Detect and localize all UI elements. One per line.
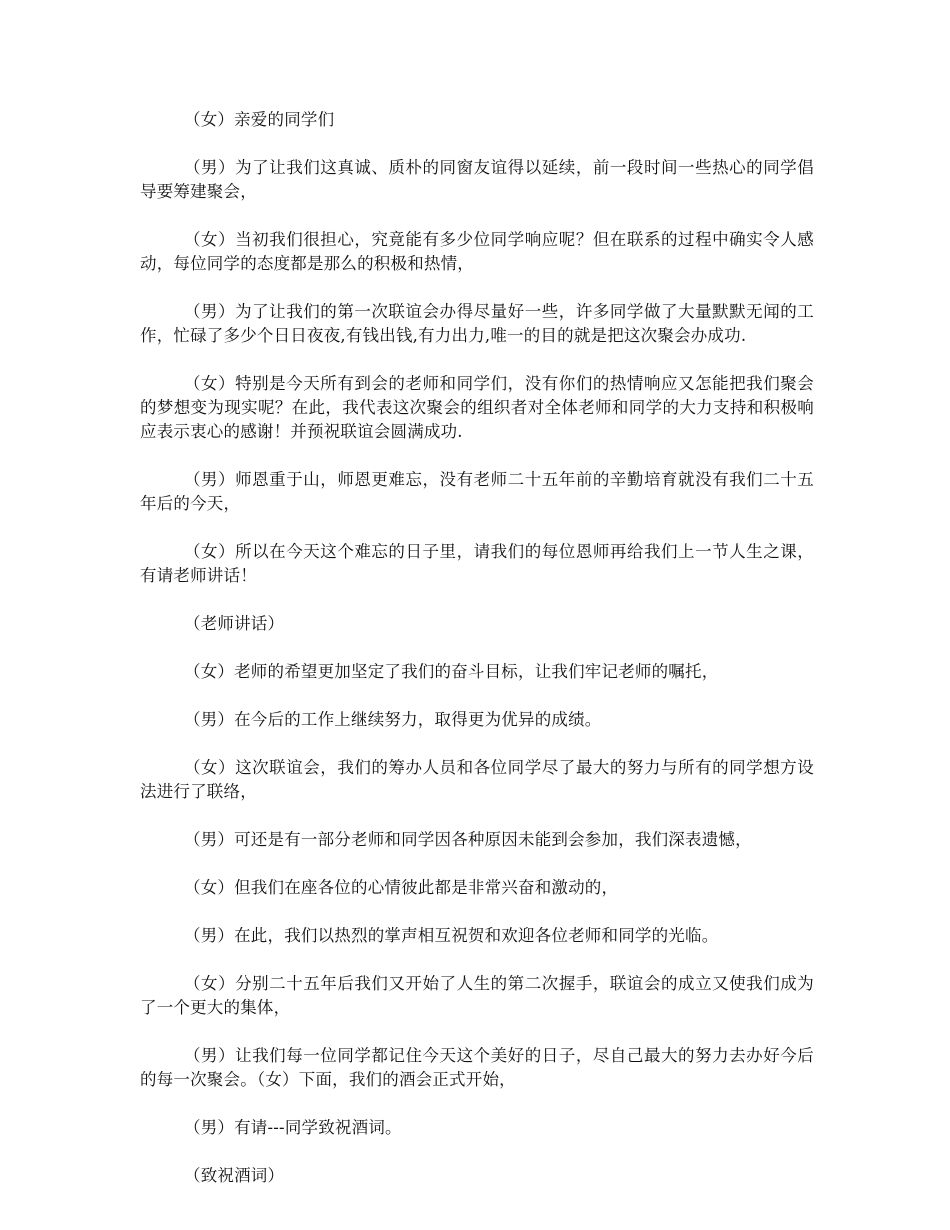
paragraph-11: （女）这次联谊会，我们的筹办人员和各位同学尽了最大的努力与所有的同学想方设法进行了联络， <box>140 758 814 801</box>
paragraph-15: （女）分别二十五年后我们又开始了人生的第二次握手，联谊会的成立又使我们成为了一个更大的集体， <box>140 974 814 1017</box>
paragraph-5: （女）特别是今天所有到会的老师和同学们，没有你们的热情响应又怎能把我们聚会的梦想变为现实呢？在此，我代表这次聚会的组织者对全体老师和同学的大力支持和积极响应表示衷心的感谢！并预祝联谊会圆满成功. <box>140 374 814 441</box>
paragraph-9: （女）老师的希望更加坚定了我们的奋斗目标，让我们牢记老师的嘱托， <box>184 662 719 681</box>
paragraph-14: （男）在此，我们以热烈的掌声相互祝贺和欢迎各位老师和同学的光临。 <box>184 926 719 945</box>
paragraph-6: （男）师恩重于山，师恩更难忘，没有老师二十五年前的辛勤培育就没有我们二十五年后的今天， <box>140 470 814 513</box>
paragraph-12: （男）可还是有一部分老师和同学因各种原因未能到会参加，我们深表遗憾， <box>184 830 752 849</box>
paragraph-3: （女）当初我们很担心，究竟能有多少位同学响应呢？但在联系的过程中确实令人感动，每位同学的态度都是那么的积极和热情， <box>140 230 814 273</box>
paragraph-8: （老师讲话） <box>184 614 285 633</box>
paragraph-18: （致祝酒词） <box>184 1166 285 1185</box>
paragraph-10: （男）在今后的工作上继续努力，取得更为优异的成绩。 <box>184 710 602 729</box>
paragraph-17: （男）有请---同学致祝酒词。 <box>184 1118 402 1137</box>
document-body <box>140 108 814 1212</box>
paragraph-7: （女）所以在今天这个难忘的日子里，请我们的每位恩师再给我们上一节人生之课，有请老师讲话！ <box>140 542 814 585</box>
paragraph-4: （男）为了让我们的第一次联谊会办得尽量好一些，许多同学做了大量默默无闻的工作，忙碌了多少个日日夜夜,有钱出钱,有力出力,唯一的目的就是把这次聚会办成功. <box>140 302 814 345</box>
paragraph-16: （男）让我们每一位同学都记住今天这个美好的日子，尽自己最大的努力去办好今后的每一次聚会。（女）下面，我们的酒会正式开始， <box>140 1046 814 1089</box>
paragraph-2: （男）为了让我们这真诚、质朴的同窗友谊得以延续，前一段时间一些热心的同学倡导要筹建聚会， <box>140 158 814 201</box>
paragraph-13: （女）但我们在座各位的心情彼此都是非常兴奋和激动的， <box>184 878 619 897</box>
paragraph-1: （女）亲爱的同学们 <box>184 110 335 129</box>
